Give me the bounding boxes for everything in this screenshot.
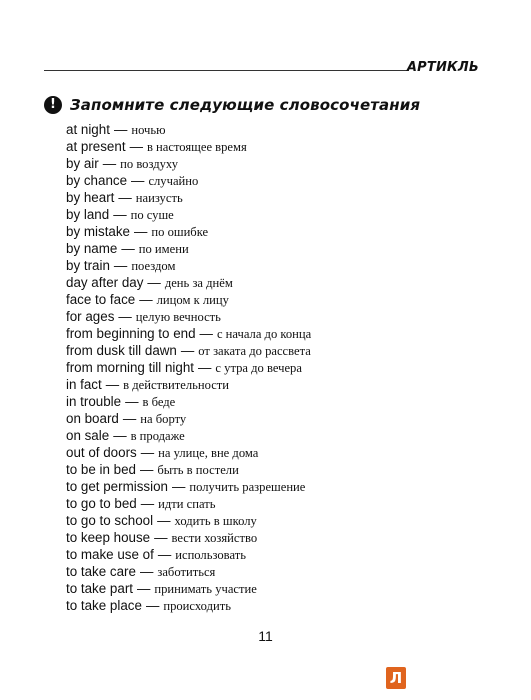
list-item	[66, 495, 311, 512]
list-item	[66, 138, 311, 155]
phrase-english: on board	[66, 411, 119, 426]
phrase-separator: —	[105, 377, 120, 392]
phrase-separator: —	[157, 513, 171, 528]
phrase-separator: —	[147, 275, 161, 290]
phrase-russian: вести хозяйство	[171, 531, 258, 545]
phrase-english: to be in bed	[66, 462, 136, 477]
phrase-separator: —	[125, 394, 139, 409]
list-item	[66, 121, 311, 138]
list-item	[66, 325, 311, 342]
list-item	[66, 580, 311, 597]
list-item	[66, 223, 311, 240]
phrase-english: day after day	[66, 275, 144, 290]
list-item	[66, 206, 311, 223]
list-item	[66, 376, 311, 393]
header-title: АРТИКЛЬ	[406, 60, 479, 75]
phrase-russian: с начала до конца	[216, 327, 312, 341]
phrase-russian: по ошибке	[151, 225, 209, 239]
phrase-russian: на борту	[140, 412, 187, 426]
phrase-russian: поездом	[131, 259, 176, 273]
phrase-english: to keep house	[66, 530, 151, 545]
list-item	[66, 444, 311, 461]
phrase-russian: по имени	[138, 242, 189, 256]
phrase-separator: —	[113, 428, 127, 443]
phrase-english: to go to bed	[66, 496, 137, 511]
phrase-russian: в беде	[142, 395, 176, 409]
phrase-separator: —	[113, 207, 127, 222]
section-heading	[44, 96, 420, 114]
page-number: 11	[258, 628, 273, 644]
phrase-separator: —	[121, 241, 135, 256]
list-item	[66, 172, 311, 189]
list-item	[66, 512, 311, 529]
phrase-english: in fact	[66, 377, 102, 392]
list-item	[66, 240, 311, 257]
phrase-russian: на улице, вне дома	[158, 446, 259, 460]
list-item	[66, 155, 311, 172]
phrase-english: at night	[66, 122, 110, 137]
phrase-separator: —	[180, 343, 195, 358]
phrase-english: by heart	[66, 190, 115, 205]
phrase-english: for ages	[66, 309, 115, 324]
phrase-english: by train	[66, 258, 110, 273]
phrase-russian: от заката до рассвета	[198, 344, 311, 358]
phrase-english: from morning till night	[66, 360, 195, 375]
phrase-russian: идти спать	[158, 497, 216, 511]
phrase-list	[66, 121, 311, 614]
phrase-separator: —	[113, 258, 128, 273]
phrase-russian: принимать участие	[154, 582, 257, 596]
phrase-separator: —	[140, 445, 155, 460]
phrase-russian: быть в постели	[157, 463, 239, 477]
header-rule	[44, 70, 409, 71]
list-item	[66, 529, 311, 546]
phrase-russian: заботиться	[157, 565, 216, 579]
list-item	[66, 342, 311, 359]
phrase-separator: —	[157, 547, 172, 562]
list-item	[66, 546, 311, 563]
phrase-separator: —	[102, 156, 117, 171]
phrase-separator: —	[129, 139, 143, 154]
exclamation-circle-icon: !	[44, 96, 62, 114]
phrase-russian: ночью	[131, 123, 166, 137]
phrase-russian: в продаже	[130, 429, 185, 443]
phrase-english: to take part	[66, 581, 133, 596]
phrase-english: by land	[66, 207, 110, 222]
phrase-russian: происходить	[163, 599, 231, 613]
list-item	[66, 291, 311, 308]
phrase-english: to take care	[66, 564, 136, 579]
phrase-english: to take place	[66, 598, 142, 613]
phrase-separator: —	[154, 530, 168, 545]
phrase-russian: наизусть	[135, 191, 183, 205]
phrase-separator: —	[198, 360, 212, 375]
list-item	[66, 563, 311, 580]
phrase-english: by mistake	[66, 224, 130, 239]
list-item	[66, 461, 311, 478]
phrase-separator: —	[122, 411, 137, 426]
running-header	[44, 60, 479, 76]
phrase-russian: лицом к лицу	[156, 293, 229, 307]
list-item	[66, 597, 311, 614]
phrase-english: at present	[66, 139, 126, 154]
phrase-russian: использовать	[175, 548, 246, 562]
phrase-separator: —	[140, 496, 155, 511]
phrase-english: on sale	[66, 428, 110, 443]
list-item	[66, 393, 311, 410]
phrase-english: to go to school	[66, 513, 154, 528]
phrase-separator: —	[134, 224, 148, 239]
phrase-separator: —	[171, 479, 186, 494]
phrase-russian: в действительности	[123, 378, 230, 392]
heading-text: Запомните следующие словосочетания	[70, 96, 421, 114]
phrase-russian: в настоящее время	[146, 140, 247, 154]
list-item	[66, 274, 311, 291]
phrase-russian: день за днём	[164, 276, 233, 290]
list-item	[66, 308, 311, 325]
phrase-separator: —	[139, 564, 154, 579]
publisher-logo	[386, 667, 406, 689]
phrase-russian: по воздуху	[120, 157, 179, 171]
phrase-separator: —	[139, 292, 153, 307]
phrase-english: from dusk till dawn	[66, 343, 177, 358]
list-item	[66, 410, 311, 427]
list-item	[66, 478, 311, 495]
list-item	[66, 257, 311, 274]
phrase-russian: целую вечность	[135, 310, 221, 324]
phrase-russian: ходить в школу	[174, 514, 257, 528]
phrase-separator: —	[199, 326, 213, 341]
logo-letter: Л	[389, 669, 403, 687]
phrase-separator: —	[140, 462, 154, 477]
phrase-english: by name	[66, 241, 118, 256]
phrase-separator: —	[113, 122, 128, 137]
phrase-english: out of doors	[66, 445, 137, 460]
phrase-english: in trouble	[66, 394, 122, 409]
phrase-english: to get permission	[66, 479, 168, 494]
phrase-russian: случайно	[148, 174, 199, 188]
list-item	[66, 359, 311, 376]
phrase-separator: —	[131, 173, 145, 188]
phrase-english: from beginning to end	[66, 326, 196, 341]
list-item	[66, 189, 311, 206]
phrase-russian: получить разрешение	[189, 480, 306, 494]
phrase-english: by air	[66, 156, 99, 171]
phrase-english: by chance	[66, 173, 128, 188]
phrase-separator: —	[118, 190, 132, 205]
phrase-russian: по суше	[130, 208, 174, 222]
phrase-separator: —	[137, 581, 151, 596]
phrase-english: to make use of	[66, 547, 154, 562]
list-item	[66, 427, 311, 444]
phrase-separator: —	[145, 598, 160, 613]
phrase-english: face to face	[66, 292, 136, 307]
phrase-separator: —	[118, 309, 132, 324]
phrase-russian: с утра до вечера	[215, 361, 302, 375]
